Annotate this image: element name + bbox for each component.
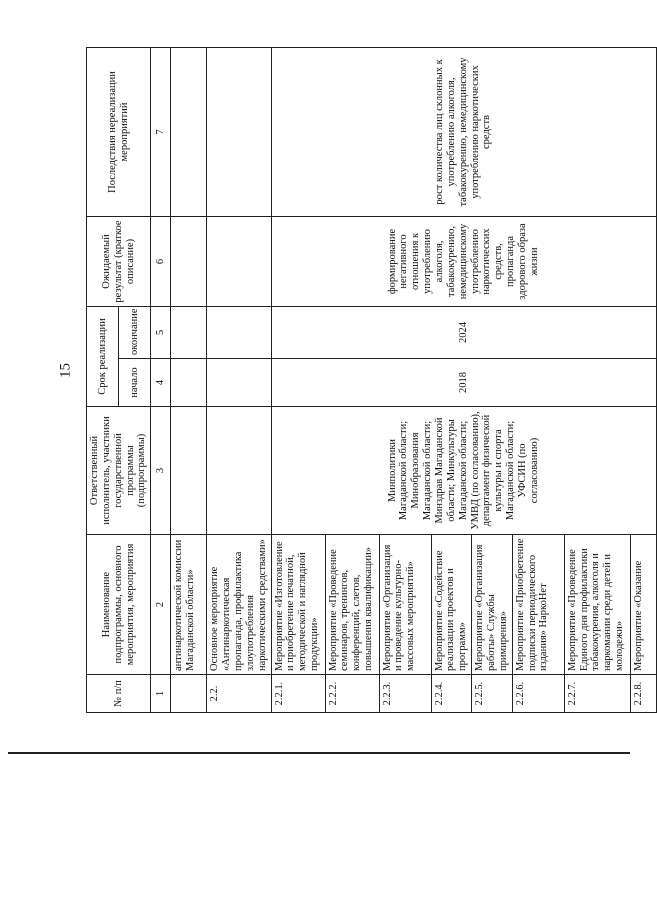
header-executor: Ответственный исполнитель, участники государственной программы (подпрограммы) [87,407,151,535]
row-name: Мероприятие «Организация и проведение культурно-массовых мероприятий» [379,535,431,675]
row-number: 2.2.5. [472,675,513,713]
row-number: 2.2.6. [512,675,564,713]
row-number: 2.2.1. [271,675,325,713]
expected-result: формирование негативного отношения к употреблению алкоголя, табакокурению, немедицинскому употреблению наркотических средств, пропаганда здорового образа жизни [271,216,656,306]
row-number: 2.2.3. [379,675,431,713]
empty-cell [207,407,271,535]
row-name: Мероприятие «Оказание [630,535,656,675]
end-year: 2024 [271,306,656,358]
header-period: Срок реализации [87,306,119,406]
column-number: 6 [151,216,171,306]
column-number: 5 [151,306,171,358]
row-number: 2.2.2. [325,675,379,713]
row-number: 2.2.8. [630,675,656,713]
column-number: 3 [151,407,171,535]
column-number: 1 [151,675,171,713]
empty-cell [171,306,207,358]
empty-cell [171,359,207,407]
header-result: Ожидаемый результат (краткое описание) [87,216,151,306]
page-number: 15 [57,363,74,378]
column-number: 7 [151,47,171,216]
empty-cell [171,407,207,535]
empty-cell [207,306,271,358]
row-number: 2.2.7. [564,675,630,713]
header-num: № п/п [87,675,151,713]
row-name: Мероприятие «Организация работы» Службы примирения» [472,535,513,675]
page-separator-line [8,752,630,754]
empty-cell [207,359,271,407]
empty-cell [171,47,207,216]
row-name: Мероприятие «Приобретение подписки периодического издания» НаркоНет [512,535,564,675]
row-number: 2.2. [207,675,271,713]
header-consequences: Последствия нереализации мероприятий [87,47,151,216]
executor-cell: Минполитики Магаданской области; Минобразования Магаданской области; Минздрав Магаданской области; Минкультуры Магаданской области; УМВД (по согласованию), департамент физической культуры и спорта Магаданской области; УФСИН (по согласованию) [271,407,656,535]
consequences: рост количества лиц склонных к употреблению алкоголя, табакокурению, немедицинскому употреблению наркотических средств [271,47,656,216]
row-number: 2.2.4. [431,675,472,713]
header-name: Наименование подпрограммы, основного мероприятия, мероприятия [87,535,151,675]
row-name: Мероприятие «Проведение семинаров, тренингов, конференций, слетов, повышения квалификации» [325,535,379,675]
program-table [86,47,657,713]
column-number: 2 [151,535,171,675]
column-number: 4 [151,359,171,407]
empty-cell [207,216,271,306]
header-end: окончание [119,306,151,358]
start-year: 2018 [271,359,656,407]
rotated-page-content [86,48,644,713]
row-name: Мероприятие «Проведение Единого дня профилактики табакокурения, алкоголя и наркомании среди детей и молодежи» [564,535,630,675]
empty-cell [171,216,207,306]
row-number [171,675,207,713]
row-name: антинаркотической комиссии Магаданской области» [171,535,207,675]
row-name: Мероприятие «Содействие реализации проектов и программ» [431,535,472,675]
empty-cell [207,47,271,216]
row-name: Мероприятие «Изготовление и приобретение печатной, методической и наглядной продукции» [271,535,325,675]
row-name: Основное мероприятие «Антинаркотическая пропаганда, профилактика злоупотребления наркотическими средствами» [207,535,271,675]
header-start: начало [119,359,151,407]
